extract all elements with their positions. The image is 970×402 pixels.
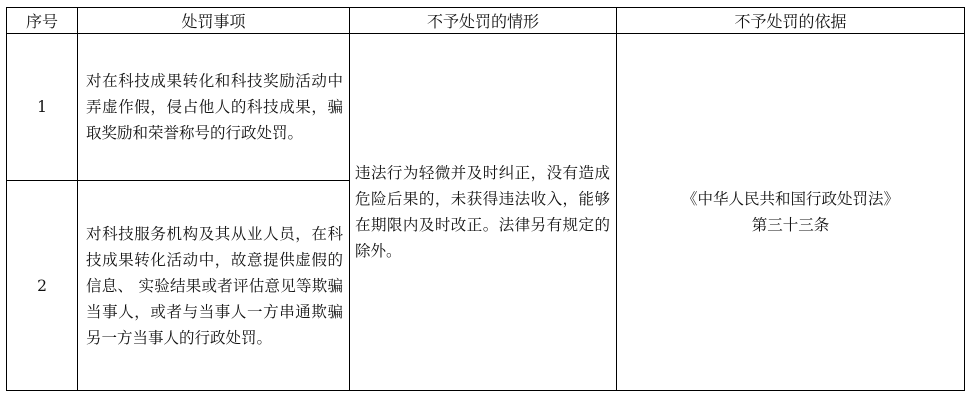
- row-number: 1: [7, 34, 78, 181]
- header-exemption-basis: 不予处罚的依据: [617, 8, 965, 34]
- header-row: [7, 8, 965, 34]
- penalty-item-text: 对科技服务机构及其从业人员，在科技成果转化活动中，故意提供虚假的信息、 实验结果或者评估意见等欺骗当事人，或者与当事人一方串通欺骗另一方当事人的行政处罚。: [78, 181, 350, 391]
- exemption-basis-article: 第三十三条: [751, 216, 830, 234]
- penalty-item-text: 对在科技成果转化和科技奖励活动中弄虚作假，侵占他人的科技成果，骗取奖励和荣誉称号的行政处罚。: [78, 34, 350, 181]
- exemption-basis-law: 《中华人民共和国行政处罚法》: [681, 190, 899, 208]
- header-number: 序号: [7, 8, 78, 34]
- penalty-exemption-table: [6, 7, 965, 391]
- exemption-basis-cell: [617, 34, 965, 391]
- header-penalty-item: 处罚事项: [78, 8, 350, 34]
- header-exemption-situation: 不予处罚的情形: [350, 8, 617, 34]
- table-row: [7, 34, 965, 181]
- exemption-situation-text: 违法行为轻微并及时纠正，没有造成危险后果的，未获得违法收入，能够在期限内及时改正。法律另有规定的除外。: [350, 34, 617, 391]
- row-number: 2: [7, 181, 78, 391]
